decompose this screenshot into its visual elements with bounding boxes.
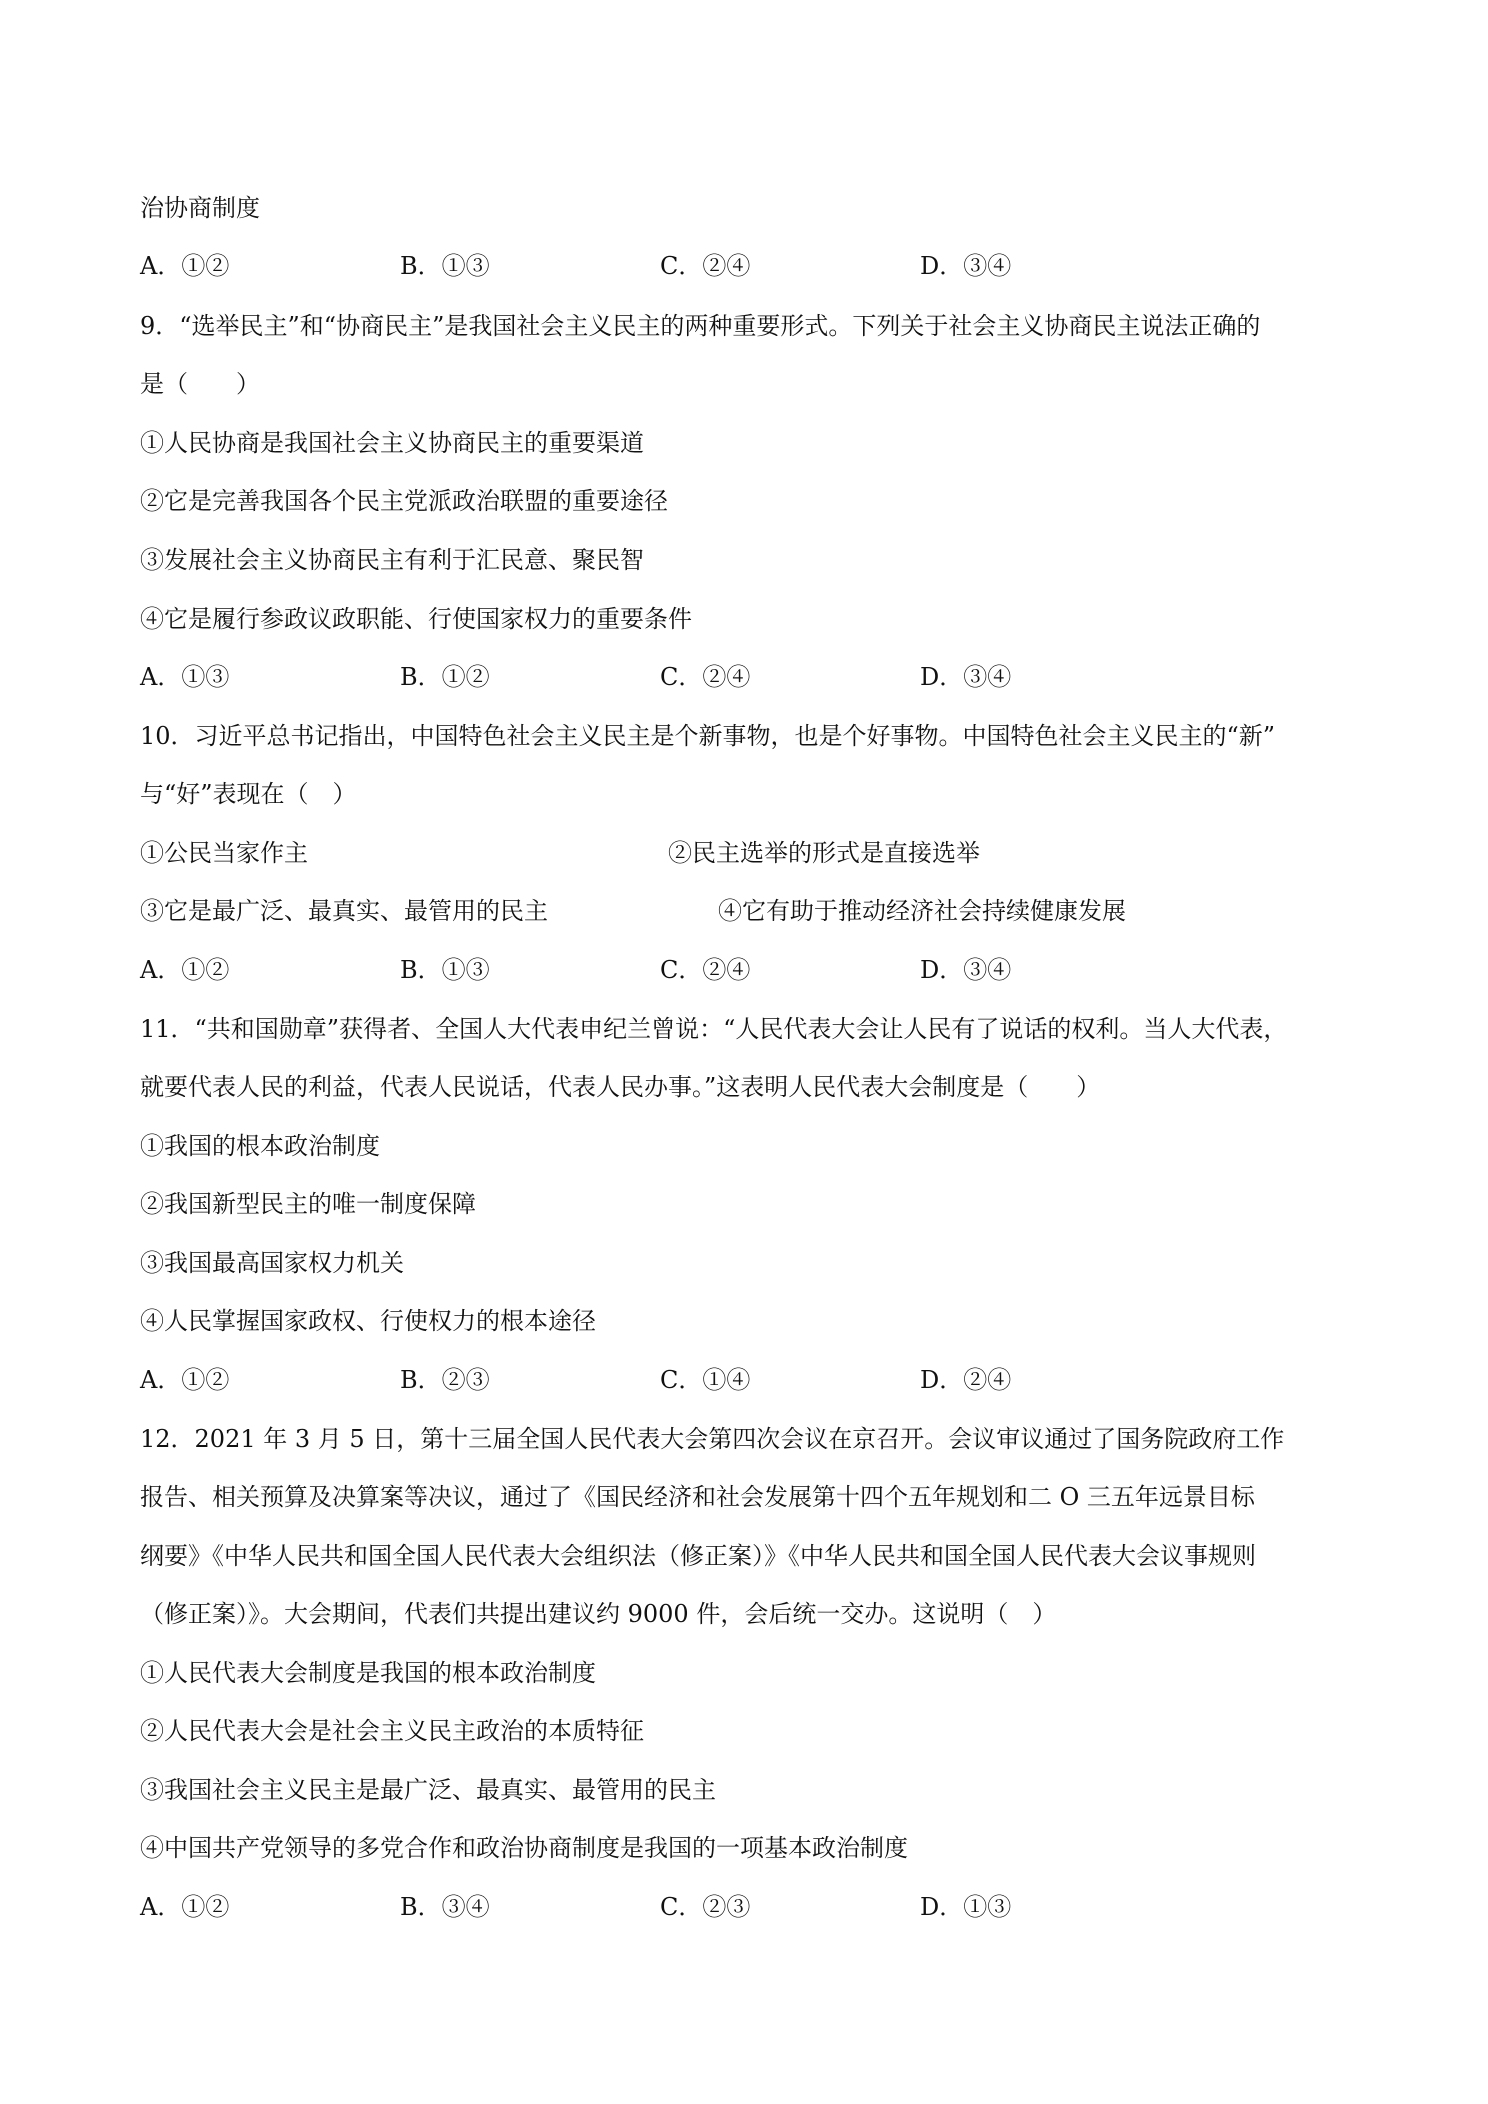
- q10-option-d: D．③④: [920, 956, 1012, 984]
- q10-option-c: C．②④: [660, 956, 751, 984]
- q11-statement-2: ②我国新型民主的唯一制度保障: [140, 1190, 476, 1218]
- q10-statement-3: ③它是最广泛、最真实、最管用的民主: [140, 897, 548, 925]
- q9-option-b: B．①②: [400, 663, 490, 691]
- q8-option-b: B．①③: [400, 252, 490, 280]
- q12-stem-line3: 纲要》《中华人民共和国全国人民代表大会组织法（修正案）》《中华人民共和国全国人民代表大会议事规则: [140, 1542, 1256, 1570]
- q12-option-c: C．②③: [660, 1893, 751, 1921]
- q12-stem-line4: （修正案）》。大会期间，代表们共提出建议约 9000 件，会后统一交办。这说明（ ）: [140, 1600, 1057, 1628]
- q12-stem-line2: 报告、相关预算及决算案等决议，通过了《国民经济和社会发展第十四个五年规划和二 O 三五年远景目标: [140, 1483, 1255, 1511]
- q9-statement-4: ④它是履行参政议政职能、行使国家权力的重要条件: [140, 605, 692, 633]
- q12-stem-line1: 12．2021 年 3 月 5 日，第十三届全国人民代表大会第四次会议在京召开。会议审议通过了国务院政府工作: [140, 1425, 1285, 1453]
- q8-option-a: A．①②: [140, 252, 230, 280]
- q10-stem-line1: 10．习近平总书记指出，中国特色社会主义民主是个新事物，也是个好事物。中国特色社会主义民主的“新”: [140, 722, 1276, 750]
- q11-option-d: D．②④: [920, 1366, 1012, 1394]
- q10-statement-4: ④它有助于推动经济社会持续健康发展: [718, 897, 1126, 925]
- q12-option-d: D．①③: [920, 1893, 1012, 1921]
- q12-option-b: B．③④: [400, 1893, 490, 1921]
- q11-stem-line2: 就要代表人民的利益，代表人民说话，代表人民办事。”这表明人民代表大会制度是（ ）: [140, 1073, 1101, 1101]
- q10-stem-line2: 与“好”表现在（ ）: [140, 780, 357, 808]
- q11-option-b: B．②③: [400, 1366, 490, 1394]
- q11-option-c: C．①④: [660, 1366, 751, 1394]
- q8-stem-tail: 治协商制度: [140, 194, 260, 222]
- q10-option-b: B．①③: [400, 956, 490, 984]
- q9-stem-line1: 9．“选举民主”和“协商民主”是我国社会主义民主的两种重要形式。下列关于社会主义协商民主说法正确的: [140, 312, 1261, 340]
- q11-stem-line1: 11．“共和国勋章”获得者、全国人大代表申纪兰曾说：“人民代表大会让人民有了说话的权利。当人大代表，: [140, 1015, 1288, 1043]
- q9-statement-1: ①人民协商是我国社会主义协商民主的重要渠道: [140, 429, 644, 457]
- q10-option-a: A．①②: [140, 956, 230, 984]
- q10-statement-2: ②民主选举的形式是直接选举: [668, 839, 980, 867]
- q9-option-d: D．③④: [920, 663, 1012, 691]
- q9-stem-line2: 是（ ）: [140, 370, 260, 398]
- q9-option-a: A．①③: [140, 663, 230, 691]
- q12-option-a: A．①②: [140, 1893, 230, 1921]
- q10-statement-1: ①公民当家作主: [140, 839, 308, 867]
- q8-option-c: C．②④: [660, 252, 751, 280]
- q12-statement-1: ①人民代表大会制度是我国的根本政治制度: [140, 1659, 596, 1687]
- q12-statement-3: ③我国社会主义民主是最广泛、最真实、最管用的民主: [140, 1776, 716, 1804]
- q12-statement-2: ②人民代表大会是社会主义民主政治的本质特征: [140, 1717, 644, 1745]
- q11-option-a: A．①②: [140, 1366, 230, 1394]
- q11-statement-3: ③我国最高国家权力机关: [140, 1249, 404, 1277]
- q9-statement-3: ③发展社会主义协商民主有利于汇民意、聚民智: [140, 546, 644, 574]
- q9-option-c: C．②④: [660, 663, 751, 691]
- q9-statement-2: ②它是完善我国各个民主党派政治联盟的重要途径: [140, 487, 668, 515]
- q8-option-d: D．③④: [920, 252, 1012, 280]
- q11-statement-4: ④人民掌握国家政权、行使权力的根本途径: [140, 1307, 596, 1335]
- q12-statement-4: ④中国共产党领导的多党合作和政治协商制度是我国的一项基本政治制度: [140, 1834, 908, 1862]
- q11-statement-1: ①我国的根本政治制度: [140, 1132, 380, 1160]
